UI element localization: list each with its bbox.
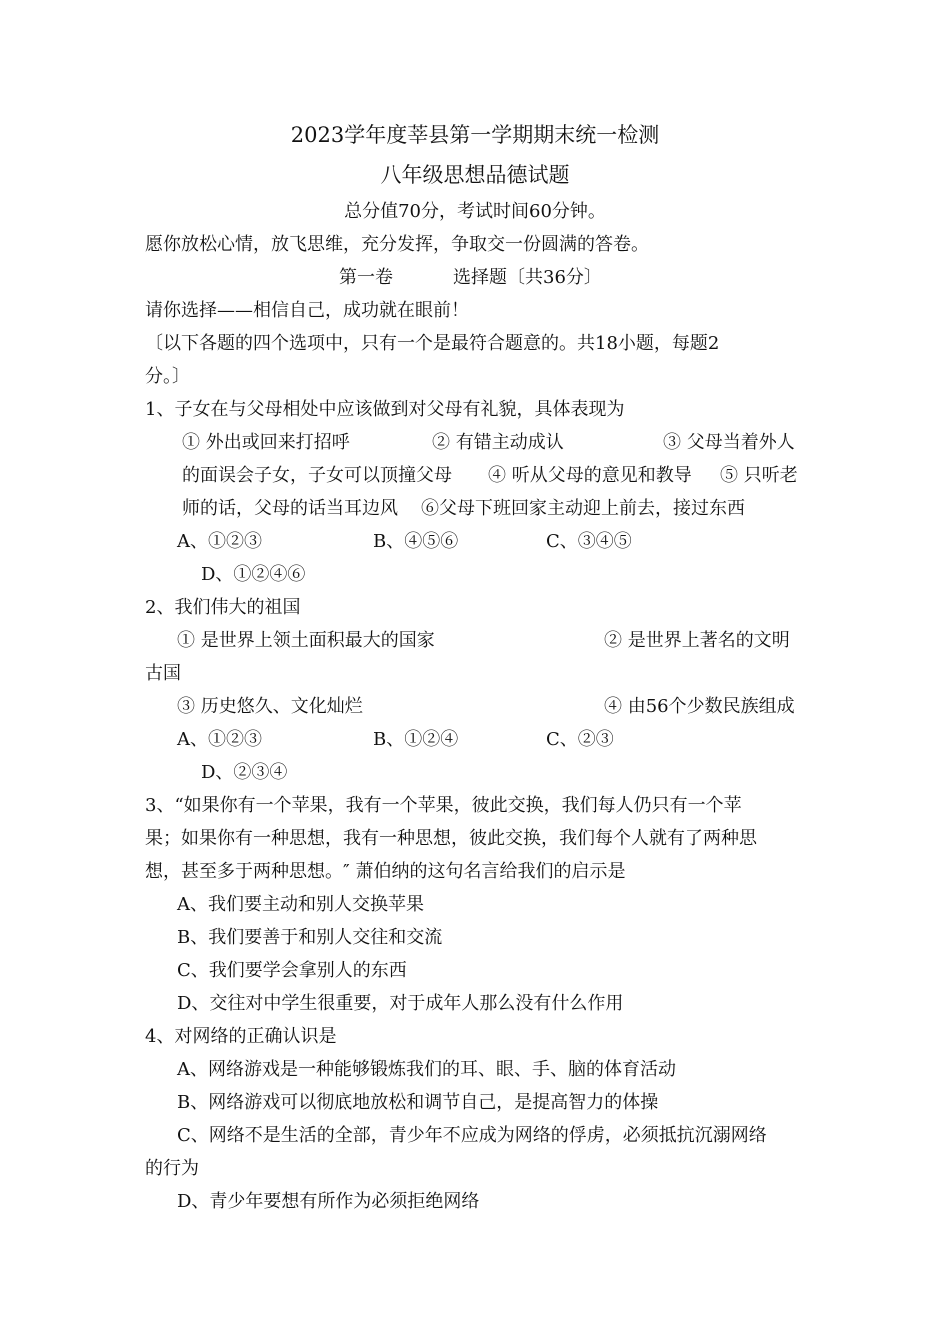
q1-option-a: A、①②③ — [177, 531, 262, 552]
exam-subtitle: 八年级思想品德试题 — [380, 163, 570, 187]
q4-option-c-cont: 的行为 — [145, 1158, 199, 1179]
motto: 请你选择——相信自己，成功就在眼前！ — [145, 300, 469, 321]
q1-option-b: B、④⑤⑥ — [373, 531, 459, 552]
score-info: 总分值70分，考试时间60分钟。 — [344, 201, 606, 222]
encouragement: 愿你放松心情，放飞思维，充分发挥，争取交一份圆满的答卷。 — [145, 234, 649, 255]
q2-option-c: C、②③ — [546, 729, 614, 750]
q1-statement-5-cont: 师的话，父母的话当耳边风 — [182, 498, 398, 519]
part-label: 第一卷 — [339, 267, 393, 288]
q3-option-b: B、我们要善于和别人交往和交流 — [177, 927, 443, 948]
q4-option-a: A、网络游戏是一种能够锻炼我们的耳、眼、手、脑的体育活动 — [177, 1059, 676, 1080]
q1-option-d: D、①②④⑥ — [201, 564, 306, 585]
q4-option-c: C、网络不是生活的全部，青少年不应成为网络的俘虏，必须抵抗沉溺网络 — [177, 1125, 767, 1146]
part-name: 选择题〔共36分〕 — [453, 267, 602, 288]
q1-statement-6: ⑥父母下班回家主动迎上前去，接过东西 — [421, 498, 745, 519]
q2-option-d: D、②③④ — [201, 762, 288, 783]
q3-option-a: A、我们要主动和别人交换苹果 — [177, 894, 424, 915]
q1-statement-1: ① 外出或回来打招呼 — [182, 432, 350, 453]
q1-statement-3-cont: 的面误会子女，子女可以顶撞父母 — [182, 465, 452, 486]
q2-option-b: B、①②④ — [373, 729, 459, 750]
q2-statement-2: ② 是世界上著名的文明 — [604, 630, 790, 651]
q4-option-b: B、网络游戏可以彻底地放松和调节自己，是提高智力的体操 — [177, 1092, 659, 1113]
q1-statement-5: ⑤ 只听老 — [720, 465, 798, 486]
q1-statement-4: ④ 听从父母的意见和教导 — [488, 465, 692, 486]
q2-statement-2-cont: 古国 — [145, 663, 181, 684]
exam-title: 2023学年度莘县第一学期期末统一检测 — [290, 123, 660, 147]
q3-option-c: C、我们要学会拿别人的东西 — [177, 960, 407, 981]
q4-option-d: D、青少年要想有所作为必须拒绝网络 — [177, 1191, 480, 1212]
q2-statement-3: ③ 历史悠久、文化灿烂 — [177, 696, 363, 717]
q3-stem-line1: 3、“如果你有一个苹果，我有一个苹果，彼此交换，我们每人仍只有一个苹 — [145, 795, 742, 816]
q2-option-a: A、①②③ — [177, 729, 262, 750]
q2-statement-1: ① 是世界上领土面积最大的国家 — [177, 630, 435, 651]
q1-statement-3: ③ 父母当着外人 — [663, 432, 795, 453]
q1-stem: 1、子女在与父母相处中应该做到对父母有礼貌，具体表现为 — [145, 399, 625, 420]
q4-stem: 4、对网络的正确认识是 — [145, 1026, 337, 1047]
q2-stem: 2、我们伟大的祖国 — [145, 597, 301, 618]
q1-statement-2: ② 有错主动成认 — [432, 432, 564, 453]
q2-statement-4: ④ 由56个少数民族组成 — [604, 696, 795, 717]
q3-stem-line3: 想，甚至多于两种思想。″ 萧伯纳的这句名言给我们的启示是 — [145, 861, 626, 882]
q3-stem-line2: 果；如果你有一种思想，我有一种思想，彼此交换，我们每个人就有了两种思 — [145, 828, 757, 849]
instructions-line2: 分。〕 — [145, 366, 190, 387]
q1-option-c: C、③④⑤ — [546, 531, 632, 552]
q3-option-d: D、交往对中学生很重要，对于成年人那么没有什么作用 — [177, 993, 624, 1014]
instructions-line1: 〔以下各题的四个选项中，只有一个是最符合题意的。共18小题，每题2 — [145, 333, 720, 354]
